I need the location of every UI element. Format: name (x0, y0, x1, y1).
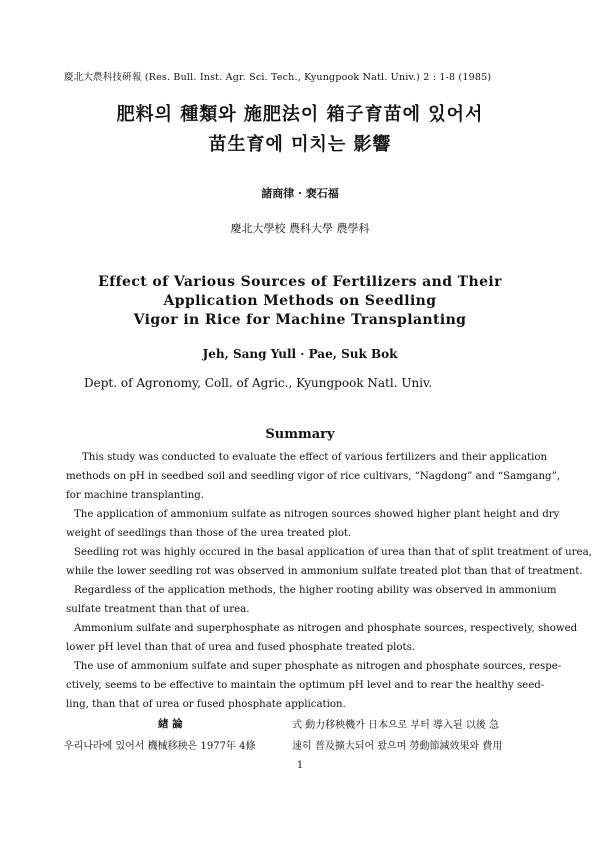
summary-line: ling, than that of urea or fused phosphate application. (66, 699, 346, 710)
summary-line: ctively, seems to be effective to maintain the optimum pH level and to rear the healthy seed- (66, 680, 545, 691)
summary-line: methods on pH in seedbed soil and seedling vigor of rice cultivars, “Nagdong” and “Samgang”, (66, 471, 561, 482)
summary-line: Regardless of the application methods, the higher rooting ability was observed in ammonium (74, 585, 557, 596)
english-title-line-3: Vigor in Rice for Machine Transplanting (133, 312, 467, 328)
introduction-right-line-1: 式 動力移秧機가 日本으로 부터 導入된 以後 急 (292, 720, 500, 731)
summary-line: sulfate treatment than that of urea. (66, 604, 250, 615)
journal-citation: 慶北大農科技硏報 (Res. Bull. Inst. Agr. Sci. Tech., Kyungpook Natl. Univ.) 2 : 1-8 (1985) (64, 72, 492, 83)
korean-authors: 諸商律 · 裵石福 (261, 187, 339, 200)
summary-line: Seedling rot was highly occured in the basal application of urea than that of split treatment of urea, (74, 547, 592, 558)
korean-title-line-1: 肥料의 種類와 施肥法이 箱子育苗에 있어서 (116, 104, 484, 125)
english-authors: Jeh, Sang Yull · Pae, Suk Bok (202, 347, 398, 361)
summary-line: The application of ammonium sulfate as nitrogen sources showed higher plant height and dry (74, 509, 560, 520)
summary-line: This study was conducted to evaluate the effect of various fertilizers and their application (82, 452, 548, 463)
summary-line: while the lower seedling rot was observed in ammonium sulfate treated plot than that of treatment. (66, 566, 583, 577)
english-title-line-1: Effect of Various Sources of Fertilizers and Their (98, 274, 502, 290)
introduction-left-line-1: 우리나라에 있어서 機械移秧은 1977年 4條 (64, 741, 256, 752)
summary-line: weight of seedlings than those of the urea treated plot. (66, 528, 352, 539)
page-number: 1 (296, 760, 304, 771)
introduction-right-line-2: 速히 普及擴大되어 왔으며 勞動節減效果와 費用 (292, 741, 503, 752)
summary-line: Ammonium sulfate and superphosphate as nitrogen and phosphate sources, respectively, showed (74, 623, 578, 634)
korean-title-line-2: 苗生育에 미치는 影響 (208, 134, 392, 155)
introduction-heading: 緖 論 (158, 718, 183, 730)
english-title-line-2: Application Methods on Seedling (163, 293, 437, 309)
summary-line: lower pH level than that of urea and fused phosphate treated plots. (66, 642, 416, 653)
summary-line: for machine transplanting. (66, 490, 205, 501)
english-affiliation: Dept. of Agronomy, Coll. of Agric., Kyungpook Natl. Univ. (84, 376, 433, 390)
summary-line: The use of ammonium sulfate and super phosphate as nitrogen and phosphate sources, respe- (74, 661, 562, 672)
summary-heading: Summary (265, 427, 335, 442)
korean-affiliation: 慶北大學校 農科大學 農學科 (230, 222, 370, 235)
